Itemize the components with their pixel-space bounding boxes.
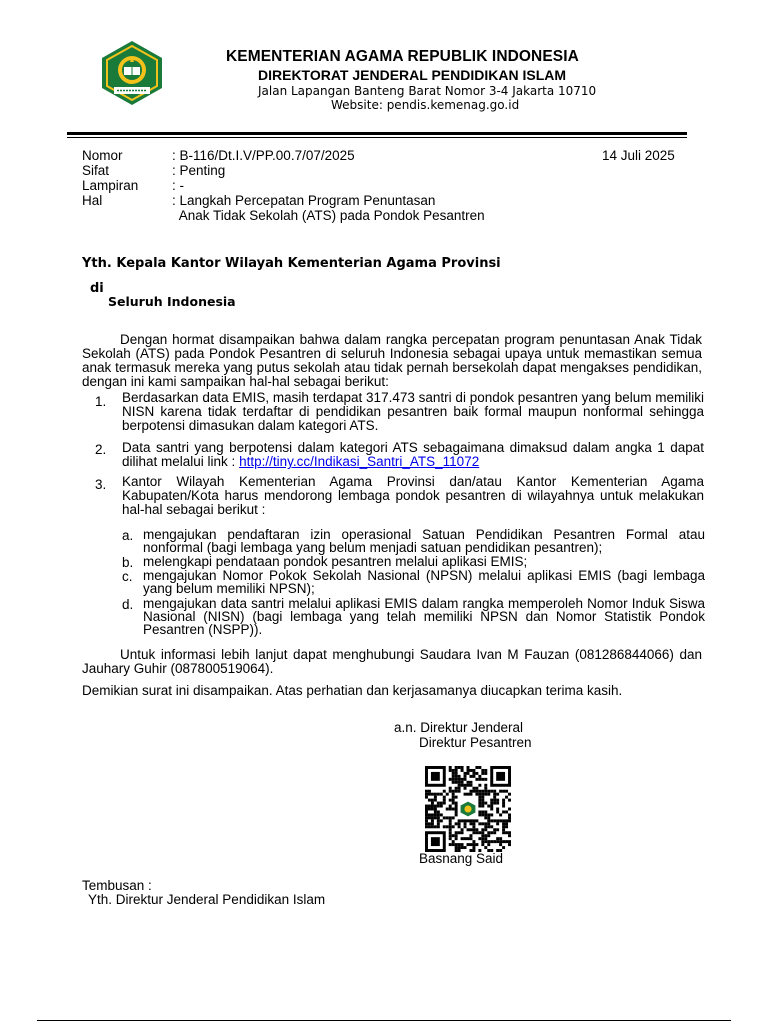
letter-date: 14 Juli 2025 — [602, 148, 675, 163]
recipient-region: Seluruh Indonesia — [108, 294, 236, 309]
item-1-text: Berdasarkan data EMIS, masih terdapat 317.473 santri di pondok pesantren yang belum memiliki NISN karena tidak terdaftar di pendidikan pesantren baik formal maupun nonformal sehingga berpotensi dimasukan dalam kategori ATS. — [122, 390, 704, 433]
subitem-c-letter: c. — [122, 569, 133, 584]
item-1-number: 1. — [95, 394, 107, 409]
letter-meta — [82, 148, 702, 223]
closing-paragraph: Demikian surat ini disampaikan. Atas perhatian dan kerjasamanya diucapkan terima kasih. — [82, 683, 623, 698]
sifat-value: : Penting — [172, 163, 226, 178]
directorate-name: DIREKTORAT JENDERAL PENDIDIKAN ISLAM — [258, 67, 567, 83]
signature-an: a.n. Direktur Jenderal — [394, 720, 524, 735]
hal-value-1: : Langkah Percepatan Program Penuntasan — [172, 193, 436, 208]
header-divider-thick — [67, 132, 687, 135]
cc-line: Yth. Direktur Jenderal Pendidikan Islam — [88, 892, 326, 907]
subitem-b-text: melengkapi pendataan pondok pesantren melalui aplikasi EMIS; — [143, 554, 528, 569]
recipient-line: Yth. Kepala Kantor Wilayah Kementerian Agama Provinsi — [82, 256, 501, 271]
ministry-website: Website: pendis.kemenag.go.id — [331, 98, 520, 112]
intro-paragraph: Dengan hormat disampaikan bahwa dalam rangka percepatan program penuntasan Anak Tidak Sekolah (ATS) pada Pondok Pesantren di seluruh Indonesia sebagai upaya untuk memastikan semua anak termasuk mereka yang putus sekolah atau tidak pernah bersekolah dapat mengakses pendidikan, dengan ini kami sampaikan hal-hal sebagai berikut: — [82, 332, 702, 389]
subitem-b-letter: b. — [122, 555, 134, 570]
subitem-d-letter: d. — [122, 597, 134, 612]
ministry-address: Jalan Lapangan Banteng Barat Nomor 3-4 Jakarta 10710 — [258, 84, 597, 98]
ats-data-link[interactable]: http://tiny.cc/Indikasi_Santri_ATS_11072 — [239, 454, 480, 469]
subitem-d-text: mengajukan data santri melalui aplikasi EMIS dalam rangka memperoleh Nomor Induk Siswa Nasional (NISN) (bagi lembaga yang telah memiliki NPSN dan Nomor Statistik Pondok Pesantren (NSPP)). — [143, 596, 705, 637]
meta-nomor — [82, 148, 702, 163]
hal-value-2: Anak Tidak Sekolah (ATS) pada Pondok Pesantren — [172, 208, 485, 223]
item-3-text: Kantor Wilayah Kementerian Agama Provinsi dan/atau Kantor Kementerian Agama Kabupaten/Kota harus mendorong lembaga pondok pesantren di wilayahnya untuk melakukan hal-hal sebagai berikut : — [122, 474, 704, 517]
lampiran-value: : - — [172, 178, 184, 193]
ministry-logo — [100, 40, 164, 106]
qr-signature-code — [425, 766, 511, 852]
item-3-number: 3. — [95, 477, 107, 492]
nomor-label: Nomor — [82, 148, 123, 163]
meta-lampiran — [82, 178, 702, 193]
footer-divider — [37, 1020, 731, 1021]
sifat-label: Sifat — [82, 163, 110, 178]
item-2 — [122, 441, 704, 469]
item-2-text: Data santri yang berpotensi dalam kategori ATS sebagaimana dimaksud dalam angka 1 dapat dilihat melalui link : — [122, 440, 704, 469]
item-2-number: 2. — [95, 442, 107, 457]
nomor-value: : B-116/Dt.I.V/PP.00.7/07/2025 — [172, 148, 355, 163]
signature-name: Basnang Said — [419, 851, 504, 866]
meta-hal-cont — [82, 208, 702, 223]
recipient-di: di — [90, 281, 104, 296]
subitem-a-text: mengajukan pendaftaran izin operasional Satuan Pendidikan Pesantren Formal atau nonformal (bagi lembaga yang belum menjadi satuan pendidikan pesantren); — [143, 527, 705, 555]
hal-label: Hal — [82, 193, 103, 208]
meta-sifat — [82, 163, 702, 178]
signature-title: Direktur Pesantren — [419, 735, 532, 750]
subitem-c-text: mengajukan Nomor Pokok Sekolah Nasional (NPSN) melalui aplikasi EMIS (bagi lembaga yang belum memiliki NPSN); — [143, 568, 705, 596]
cc-label: Tembusan : — [82, 878, 152, 893]
contact-paragraph: Untuk informasi lebih lanjut dapat menghubungi Saudara Ivan M Fauzan (081286844066) dan Jauhary Guhir (087800519064). — [82, 647, 702, 676]
ministry-name: KEMENTERIAN AGAMA REPUBLIK INDONESIA — [226, 48, 579, 65]
header-divider-thin — [67, 137, 687, 138]
meta-hal — [82, 193, 702, 208]
lampiran-label: Lampiran — [82, 178, 139, 193]
subitem-a-letter: a. — [122, 528, 134, 543]
